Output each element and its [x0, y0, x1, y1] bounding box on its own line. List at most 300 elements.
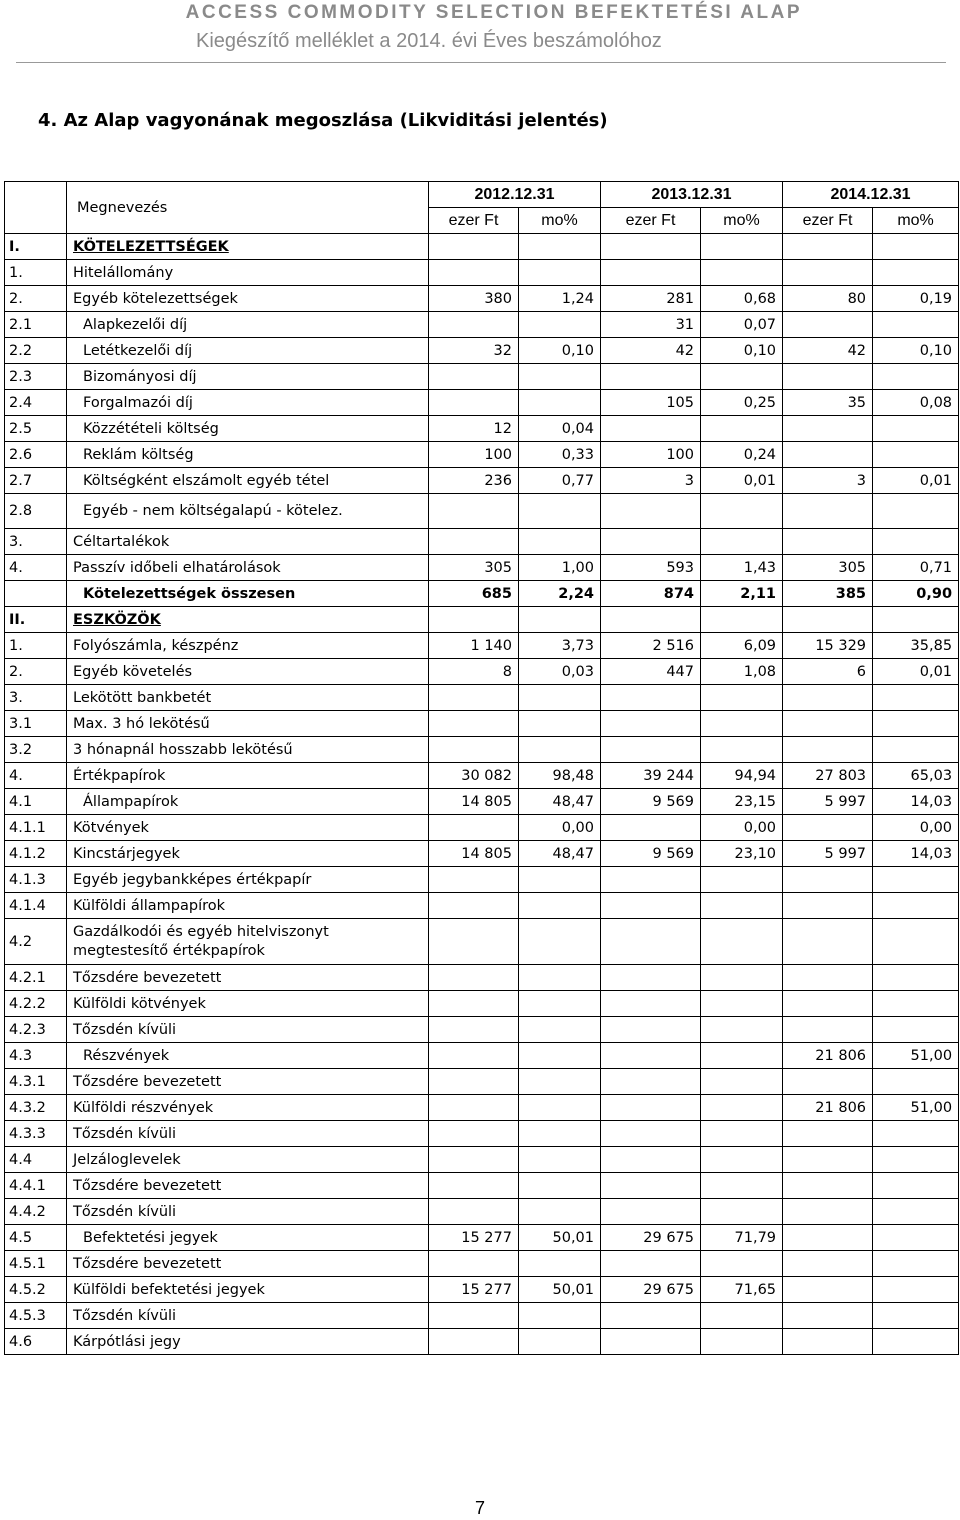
row-code: 4.4.1: [5, 1173, 67, 1199]
row-value: 0,03: [519, 659, 601, 685]
table-row: [5, 685, 959, 711]
row-value: [519, 607, 601, 633]
row-value: [429, 260, 519, 286]
row-value: [873, 260, 959, 286]
row-code: 4.1.4: [5, 893, 67, 919]
row-value: [601, 1121, 701, 1147]
row-value: [873, 965, 959, 991]
row-name: Külföldi részvények: [67, 1095, 429, 1121]
header-name-cell: Megnevezés: [67, 182, 429, 234]
row-value: [873, 234, 959, 260]
page-number: 7: [474, 1498, 485, 1518]
row-value: [601, 1147, 701, 1173]
row-value: 0,25: [701, 390, 783, 416]
row-value: [601, 737, 701, 763]
row-value: [783, 1329, 873, 1355]
row-code: 3.: [5, 529, 67, 555]
row-value: [429, 991, 519, 1017]
table-row: [5, 737, 959, 763]
row-value: [873, 529, 959, 555]
table-row: [5, 468, 959, 494]
row-value: [873, 919, 959, 965]
table-row: [5, 234, 959, 260]
row-code: 4.1: [5, 789, 67, 815]
row-value: [701, 607, 783, 633]
row-value: 5 997: [783, 789, 873, 815]
row-code: 4.5.3: [5, 1303, 67, 1329]
row-value: 100: [601, 442, 701, 468]
row-code: 1.: [5, 633, 67, 659]
row-code: 3.2: [5, 737, 67, 763]
table-row: [5, 390, 959, 416]
table-row: [5, 1251, 959, 1277]
row-name: Forgalmazói díj: [67, 390, 429, 416]
row-value: [519, 234, 601, 260]
row-value: [783, 991, 873, 1017]
row-name: Tőzsdére bevezetett: [67, 1251, 429, 1277]
row-value: [429, 1173, 519, 1199]
row-value: [601, 919, 701, 965]
row-value: [429, 685, 519, 711]
table-row: [5, 1095, 959, 1121]
table-row: [5, 1147, 959, 1173]
row-value: 9 569: [601, 841, 701, 867]
row-value: [601, 1069, 701, 1095]
table-row: [5, 1017, 959, 1043]
row-value: [783, 1199, 873, 1225]
row-code: 4.5.2: [5, 1277, 67, 1303]
row-value: [701, 965, 783, 991]
table-row: [5, 1121, 959, 1147]
row-value: [701, 919, 783, 965]
row-value: 42: [601, 338, 701, 364]
row-value: [783, 919, 873, 965]
row-value: [873, 442, 959, 468]
row-name: Egyéb - nem költségalapú - kötelez.: [67, 494, 429, 529]
row-value: [783, 234, 873, 260]
fund-title: ACCESS COMMODITY SELECTION BEFEKTETÉSI ALAP: [185, 2, 802, 23]
row-value: 30 082: [429, 763, 519, 789]
row-name: Alapkezelői díj: [67, 312, 429, 338]
row-code: 4.3.2: [5, 1095, 67, 1121]
row-value: 685: [429, 581, 519, 607]
row-value: 0,01: [701, 468, 783, 494]
row-value: 15 329: [783, 633, 873, 659]
row-name: Reklám költség: [67, 442, 429, 468]
row-value: 48,47: [519, 789, 601, 815]
table-row: [5, 1303, 959, 1329]
row-name: Közzétételi költség: [67, 416, 429, 442]
row-value: [783, 364, 873, 390]
header-row-years: [5, 182, 959, 208]
row-name: Kárpótlási jegy: [67, 1329, 429, 1355]
row-value: 6: [783, 659, 873, 685]
row-value: [701, 1329, 783, 1355]
row-value: 31: [601, 312, 701, 338]
row-value: 23,10: [701, 841, 783, 867]
row-value: [783, 416, 873, 442]
row-value: [429, 737, 519, 763]
row-value: [701, 416, 783, 442]
row-code: 2.3: [5, 364, 67, 390]
table-row: [5, 494, 959, 529]
row-code: 2.7: [5, 468, 67, 494]
row-value: 14,03: [873, 841, 959, 867]
row-name: Tőzsdén kívüli: [67, 1199, 429, 1225]
row-value: [519, 1329, 601, 1355]
row-name: Külföldi kötvények: [67, 991, 429, 1017]
table-row: [5, 555, 959, 581]
row-name: Külföldi állampapírok: [67, 893, 429, 919]
row-value: 0,33: [519, 442, 601, 468]
row-value: [783, 1121, 873, 1147]
row-value: 1,00: [519, 555, 601, 581]
row-value: [701, 867, 783, 893]
row-value: [519, 991, 601, 1017]
row-value: [601, 815, 701, 841]
row-value: 1,08: [701, 659, 783, 685]
row-value: [873, 737, 959, 763]
row-value: [783, 1069, 873, 1095]
row-code: 4.2.2: [5, 991, 67, 1017]
row-code: 4.1.2: [5, 841, 67, 867]
row-value: [783, 1225, 873, 1251]
row-value: [519, 1303, 601, 1329]
row-value: [601, 1017, 701, 1043]
row-value: [783, 1017, 873, 1043]
row-value: [701, 1303, 783, 1329]
row-code: [5, 581, 67, 607]
row-code: II.: [5, 607, 67, 633]
unit-header: ezer Ft: [601, 208, 701, 234]
row-value: [429, 364, 519, 390]
row-value: 0,68: [701, 286, 783, 312]
row-value: [783, 1251, 873, 1277]
row-value: [783, 494, 873, 529]
row-value: 5 997: [783, 841, 873, 867]
table-row: [5, 1199, 959, 1225]
table-row: [5, 312, 959, 338]
row-value: 21 806: [783, 1095, 873, 1121]
row-value: 42: [783, 338, 873, 364]
row-value: [601, 711, 701, 737]
row-value: [873, 685, 959, 711]
row-value: 2,11: [701, 581, 783, 607]
row-value: 874: [601, 581, 701, 607]
row-value: 21 806: [783, 1043, 873, 1069]
row-value: 380: [429, 286, 519, 312]
liquidity-table: [4, 181, 959, 1355]
row-value: 15 277: [429, 1225, 519, 1251]
year-header: 2012.12.31: [429, 182, 601, 208]
row-value: [873, 893, 959, 919]
row-name: Kötvények: [67, 815, 429, 841]
row-name: Tőzsdén kívüli: [67, 1017, 429, 1043]
row-value: 0,01: [873, 468, 959, 494]
row-value: [601, 416, 701, 442]
row-code: 4.1.3: [5, 867, 67, 893]
row-value: [429, 1303, 519, 1329]
table-row: [5, 1173, 959, 1199]
table-row: [5, 364, 959, 390]
row-name: KÖTELEZETTSÉGEK: [67, 234, 429, 260]
row-value: 0,71: [873, 555, 959, 581]
row-name: Bizományosi díj: [67, 364, 429, 390]
row-name: Tőzsdére bevezetett: [67, 1069, 429, 1095]
row-value: 6,09: [701, 633, 783, 659]
row-name: Tőzsdén kívüli: [67, 1121, 429, 1147]
row-value: [601, 867, 701, 893]
row-value: 50,01: [519, 1225, 601, 1251]
row-value: [519, 1095, 601, 1121]
row-value: [429, 1043, 519, 1069]
row-value: [519, 1251, 601, 1277]
row-value: 71,79: [701, 1225, 783, 1251]
row-value: 0,77: [519, 468, 601, 494]
row-value: [519, 494, 601, 529]
row-code: 2.1: [5, 312, 67, 338]
row-value: [783, 1277, 873, 1303]
row-value: [429, 529, 519, 555]
row-value: [783, 529, 873, 555]
row-value: [519, 867, 601, 893]
row-value: [429, 494, 519, 529]
row-value: [701, 1017, 783, 1043]
row-code: 4.3: [5, 1043, 67, 1069]
row-value: 385: [783, 581, 873, 607]
row-value: 0,00: [701, 815, 783, 841]
row-value: 281: [601, 286, 701, 312]
row-value: 0,10: [519, 338, 601, 364]
row-value: 0,10: [701, 338, 783, 364]
row-value: [519, 1043, 601, 1069]
row-code: 4.4.2: [5, 1199, 67, 1225]
row-value: [783, 685, 873, 711]
row-value: 35: [783, 390, 873, 416]
row-code: 2.5: [5, 416, 67, 442]
row-value: [701, 1043, 783, 1069]
table-row: [5, 815, 959, 841]
row-name: Lekötött bankbetét: [67, 685, 429, 711]
row-value: [429, 867, 519, 893]
row-code: 2.6: [5, 442, 67, 468]
unit-header: ezer Ft: [429, 208, 519, 234]
unit-header: mo%: [873, 208, 959, 234]
row-value: [701, 1199, 783, 1225]
table-row: [5, 841, 959, 867]
row-value: 0,00: [873, 815, 959, 841]
row-code: 4.3.3: [5, 1121, 67, 1147]
row-value: [783, 867, 873, 893]
row-value: 447: [601, 659, 701, 685]
row-value: [519, 965, 601, 991]
row-value: [873, 1277, 959, 1303]
row-name: Kincstárjegyek: [67, 841, 429, 867]
row-value: [873, 364, 959, 390]
table-row: [5, 919, 959, 965]
row-name: Letétkezelői díj: [67, 338, 429, 364]
row-code: 2.8: [5, 494, 67, 529]
row-code: 1.: [5, 260, 67, 286]
row-code: 2.4: [5, 390, 67, 416]
row-value: [601, 260, 701, 286]
row-value: 80: [783, 286, 873, 312]
row-code: 2.: [5, 659, 67, 685]
row-value: 29 675: [601, 1225, 701, 1251]
row-value: [519, 1173, 601, 1199]
row-value: [519, 260, 601, 286]
row-value: [601, 1173, 701, 1199]
row-value: [873, 312, 959, 338]
row-value: [783, 607, 873, 633]
row-code: 4.2.1: [5, 965, 67, 991]
row-value: [519, 1121, 601, 1147]
row-name: Tőzsdén kívüli: [67, 1303, 429, 1329]
row-value: 105: [601, 390, 701, 416]
row-value: 236: [429, 468, 519, 494]
row-value: [873, 1251, 959, 1277]
row-value: 51,00: [873, 1095, 959, 1121]
row-value: [601, 1329, 701, 1355]
row-value: 32: [429, 338, 519, 364]
row-value: [519, 919, 601, 965]
row-name: Folyószámla, készpénz: [67, 633, 429, 659]
row-value: [601, 1043, 701, 1069]
row-value: 305: [783, 555, 873, 581]
row-value: [701, 737, 783, 763]
row-value: [783, 312, 873, 338]
year-header: 2013.12.31: [601, 182, 783, 208]
row-value: 1,24: [519, 286, 601, 312]
row-value: 2,24: [519, 581, 601, 607]
row-value: 71,65: [701, 1277, 783, 1303]
row-value: [519, 1069, 601, 1095]
row-value: [873, 1303, 959, 1329]
unit-header: mo%: [701, 208, 783, 234]
row-value: 15 277: [429, 1277, 519, 1303]
row-value: 14 805: [429, 789, 519, 815]
row-code: 4.1.1: [5, 815, 67, 841]
row-value: [873, 1199, 959, 1225]
row-value: [601, 234, 701, 260]
row-value: 100: [429, 442, 519, 468]
row-code: 4.5.1: [5, 1251, 67, 1277]
row-value: 39 244: [601, 763, 701, 789]
row-value: [429, 607, 519, 633]
row-value: 29 675: [601, 1277, 701, 1303]
row-value: 35,85: [873, 633, 959, 659]
row-name: Egyéb követelés: [67, 659, 429, 685]
row-value: 3,73: [519, 633, 601, 659]
row-value: [701, 1251, 783, 1277]
row-value: [783, 737, 873, 763]
row-value: [873, 1017, 959, 1043]
table-row: [5, 1329, 959, 1355]
row-code: 4.2: [5, 919, 67, 965]
row-name: Tőzsdére bevezetett: [67, 1173, 429, 1199]
table-row: [5, 991, 959, 1017]
row-name: Külföldi befektetési jegyek: [67, 1277, 429, 1303]
row-value: [519, 390, 601, 416]
row-value: [601, 991, 701, 1017]
row-value: [429, 1095, 519, 1121]
row-value: [873, 1147, 959, 1173]
row-code: 4.4: [5, 1147, 67, 1173]
row-value: [429, 1147, 519, 1173]
row-value: [601, 1199, 701, 1225]
table-row: [5, 286, 959, 312]
row-value: [429, 1199, 519, 1225]
row-value: 48,47: [519, 841, 601, 867]
row-name: Kötelezettségek összesen: [67, 581, 429, 607]
row-value: [783, 1173, 873, 1199]
row-value: [429, 1329, 519, 1355]
row-name: ESZKÖZÖK: [67, 607, 429, 633]
row-value: 14 805: [429, 841, 519, 867]
row-value: [783, 965, 873, 991]
row-value: 0,08: [873, 390, 959, 416]
row-value: [701, 1095, 783, 1121]
row-value: [701, 685, 783, 711]
row-value: [429, 390, 519, 416]
report-subtitle: Kiegészítő melléklet a 2014. évi Éves beszámolóhoz: [196, 30, 662, 52]
row-name: Befektetési jegyek: [67, 1225, 429, 1251]
row-value: [873, 1173, 959, 1199]
row-value: 593: [601, 555, 701, 581]
row-value: [783, 893, 873, 919]
unit-header: mo%: [519, 208, 601, 234]
table-row: [5, 659, 959, 685]
row-value: [701, 260, 783, 286]
row-name: Céltartalékok: [67, 529, 429, 555]
row-value: 0,10: [873, 338, 959, 364]
row-value: 51,00: [873, 1043, 959, 1069]
row-value: 14,03: [873, 789, 959, 815]
row-value: [701, 1069, 783, 1095]
table-row: [5, 1225, 959, 1251]
row-value: 27 803: [783, 763, 873, 789]
row-code: 2.2: [5, 338, 67, 364]
row-value: 0,07: [701, 312, 783, 338]
row-value: 65,03: [873, 763, 959, 789]
table-row: [5, 1069, 959, 1095]
row-value: [601, 685, 701, 711]
row-value: 305: [429, 555, 519, 581]
row-value: 50,01: [519, 1277, 601, 1303]
row-value: [429, 1017, 519, 1043]
row-value: [701, 364, 783, 390]
row-name: Max. 3 hó lekötésű: [67, 711, 429, 737]
row-value: 94,94: [701, 763, 783, 789]
row-value: [783, 442, 873, 468]
year-header: 2014.12.31: [783, 182, 959, 208]
row-value: 2 516: [601, 633, 701, 659]
row-name: Egyéb jegybankképes értékpapír: [67, 867, 429, 893]
row-value: [519, 529, 601, 555]
header-divider: [16, 62, 946, 63]
row-value: [873, 1225, 959, 1251]
row-value: [429, 1069, 519, 1095]
row-name: Jelzáloglevelek: [67, 1147, 429, 1173]
row-value: [601, 364, 701, 390]
table-row: [5, 711, 959, 737]
table-row: [5, 867, 959, 893]
row-code: I.: [5, 234, 67, 260]
row-value: 98,48: [519, 763, 601, 789]
row-value: [701, 1147, 783, 1173]
row-value: 0,24: [701, 442, 783, 468]
row-value: [429, 1251, 519, 1277]
